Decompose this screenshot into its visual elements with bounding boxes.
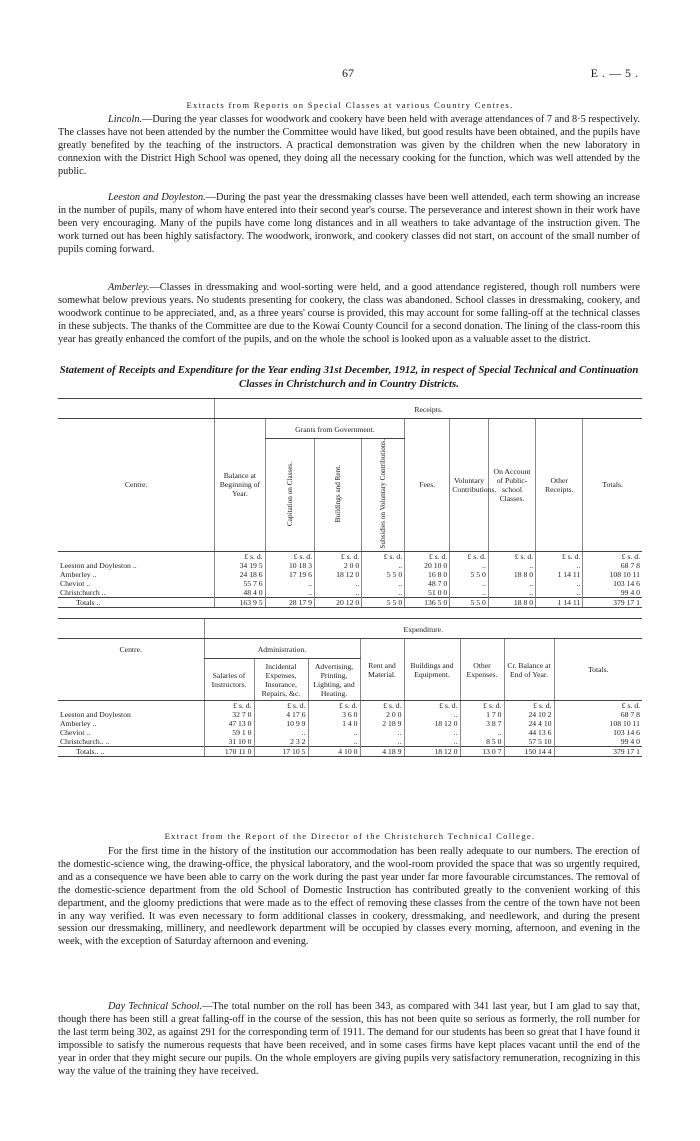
- paragraph-lead: Lincoln.: [108, 114, 143, 125]
- col-advertising: Advertising, Printing, Lighting, and Heating.: [308, 659, 360, 701]
- expenditure-top-left: [58, 619, 204, 639]
- centre-name: Leeston and Doyleston: [60, 560, 131, 570]
- col-cr-balance: Cr. Balance at End of Year.: [504, 639, 554, 701]
- leader-dots: ..: [101, 587, 106, 597]
- unit: £ s. d.: [204, 701, 254, 711]
- cell: 2 3 2: [254, 737, 308, 747]
- unit: £ s. d.: [404, 701, 460, 711]
- cell: ..: [315, 579, 362, 588]
- unit: £ s. d.: [362, 551, 405, 561]
- cell: 4 18 9: [360, 747, 404, 757]
- leader-dots: ..: [132, 560, 137, 570]
- cell: 18 12 0: [404, 747, 460, 757]
- paragraph-day-technical-school: [58, 1001, 640, 1078]
- cell: 99 4 0: [583, 588, 642, 598]
- cell: ..: [536, 561, 583, 570]
- cell: 10 18 3: [265, 561, 314, 570]
- section-heading-country-centres: Extracts from Reports on Special Classes at various Country Centres.: [186, 100, 514, 110]
- cell: ..: [536, 588, 583, 598]
- unit: £ s. d.: [536, 551, 583, 561]
- cell: ..: [360, 728, 404, 737]
- cell: 68 7 8: [583, 561, 642, 570]
- col-buildings-equipment: Buildings and Equipment.: [404, 639, 460, 701]
- cell: ..: [404, 728, 460, 737]
- col-centre: Centre.: [58, 419, 215, 552]
- cell: ..: [308, 728, 360, 737]
- leader-dots: ..: [92, 719, 97, 728]
- cell: 5 5 0: [450, 570, 489, 579]
- table-row: [58, 710, 642, 719]
- cell: 48 4 0: [215, 588, 265, 598]
- leader-dots: ..: [96, 597, 101, 607]
- col-salaries: Salaries of Instructors.: [204, 659, 254, 701]
- receipts-group-label: Receipts.: [215, 399, 642, 419]
- col-buildings-label: Buildings and Rent.: [334, 465, 343, 523]
- grants-label: Grants from Government.: [265, 419, 405, 439]
- cell: 5 5 0: [450, 597, 489, 607]
- col-other-receipts: Other Receipts.: [536, 419, 583, 552]
- leader-dots: ..: [100, 747, 105, 756]
- cell: ..: [460, 728, 504, 737]
- cell: ..: [362, 588, 405, 598]
- cell: 1 14 11: [536, 570, 583, 579]
- leader-dots: ..: [86, 578, 91, 588]
- cell: 103 14 6: [554, 728, 642, 737]
- table-row: [58, 728, 642, 737]
- cell: 48 7 0: [405, 579, 450, 588]
- cell: 24 4 10: [504, 719, 554, 728]
- cell: 5 5 0: [362, 597, 405, 607]
- unit: £ s. d.: [554, 701, 642, 711]
- paragraph-text: —During the year classes for woodwork and cookery have been held with average attendances of 7 and 8·5 respectively. The classes have not been attended by the number the Committee would have liked, but good results have been obtained, and the pupils have greatly benefited by the teaching of the instructors. A practical demonstration was given by the children when the new laboratory in connexion with the District High School was opened, they doing all the necessary cooking for the function, which was well attended by the public.: [58, 114, 640, 177]
- cell: 8 5 0: [460, 737, 504, 747]
- cell: 13 0 7: [460, 747, 504, 757]
- cell: 16 8 0: [405, 570, 450, 579]
- cell: ..: [536, 579, 583, 588]
- cell: ..: [404, 737, 460, 747]
- cell: 3 8 7: [460, 719, 504, 728]
- unit: £ s. d.: [360, 701, 404, 711]
- paragraph-amberley: [58, 282, 640, 347]
- paragraph-text: —The total number on the roll has been 343, as compared with 341 last year, but I am glad to say that, though there has been still a great falling-off in the course of the session, this has not been quite so serious as formerly, the roll number for the last term being 302, as against 291 for the corresponding term of 1911. The demand for our students has been so great that I have found it impossible to satisfy the numerous requests that have been received, and in some cases firms have kept places vacant until the end of the year in order that they might secure our pupils. On the whole employers are giving pupils very satisfactory remuneration, recognizing in this way the value of the training they have received.: [58, 1001, 640, 1077]
- cell: 2 0 0: [315, 561, 362, 570]
- col-on-account: On Account of Public-school Classes.: [488, 419, 535, 552]
- cell: 99 4 0: [554, 737, 642, 747]
- cell: ..: [265, 579, 314, 588]
- centre-name: Christchurch..: [60, 737, 104, 746]
- unit: £ s. d.: [488, 551, 535, 561]
- cell: 24 10 2: [504, 710, 554, 719]
- leader-dots: ..: [105, 737, 110, 746]
- cell: 136 5 0: [405, 597, 450, 607]
- leader-dots: ..: [92, 569, 97, 579]
- cell: 379 17 1: [583, 597, 642, 607]
- cell: 18 8 0: [488, 570, 535, 579]
- totals-row: [58, 747, 642, 757]
- cell: 47 13 0: [204, 719, 254, 728]
- units-row: [58, 551, 642, 561]
- col-fees: Fees.: [405, 419, 450, 552]
- cell: 20 12 0: [315, 597, 362, 607]
- cell: 170 11 0: [204, 747, 254, 757]
- paragraph-lincoln: [58, 114, 640, 179]
- section-heading-technical-college: Extract from the Report of the Director of the Christchurch Technical College.: [164, 831, 536, 841]
- centre-name: Totals..: [76, 747, 99, 756]
- cell: 2 0 0: [360, 710, 404, 719]
- cell: 4 17 6: [254, 710, 308, 719]
- unit: £ s. d.: [583, 551, 642, 561]
- centre-name: Amberley: [60, 719, 91, 728]
- cell: ..: [308, 737, 360, 747]
- cell: 18 12 0: [404, 719, 460, 728]
- paragraph-leeston: [58, 192, 640, 257]
- cell: 10 9 9: [254, 719, 308, 728]
- receipts-table: [58, 398, 642, 608]
- unit: £ s. d.: [405, 551, 450, 561]
- cell: 103 14 6: [583, 579, 642, 588]
- cell: 55 7 6: [215, 579, 265, 588]
- paragraph-text: —Classes in dressmaking and wool-sorting were held, and a good attendance registered, though roll numbers were somewhat below previous years. No students presenting for cookery, the class was abandoned. School classes in dressmaking, cookery, and woodwork continue to be appreciated, and, as a three years' course is provided, this may account for some falling-off at the technical classes in these subjects. The thanks of the Committee are due to the Kowai County Council for a second donation. The lining of the class-room this year has greatly enhanced the comfort of the pupils, and on the whole the school is looked upon as a valuable asset to the district.: [58, 282, 640, 345]
- page-number: 67: [342, 66, 354, 80]
- centre-name: Cheviot: [60, 728, 85, 737]
- units-row: [58, 701, 642, 711]
- paragraph-lead: Leeston and Doyleston.: [108, 192, 206, 203]
- unit: £ s. d.: [215, 551, 265, 561]
- receipts-top-left: [58, 399, 215, 419]
- leader-dots: ..: [86, 728, 91, 737]
- unit: £ s. d.: [460, 701, 504, 711]
- expenditure-group-label: Expenditure.: [204, 619, 642, 639]
- cell: 34 19 5: [215, 561, 265, 570]
- col-centre: Centre.: [58, 639, 204, 701]
- cell: ..: [488, 579, 535, 588]
- cell: ..: [488, 588, 535, 598]
- cell: ..: [362, 561, 405, 570]
- cell: 51 0 0: [405, 588, 450, 598]
- cell: 1 7 0: [460, 710, 504, 719]
- unit: £ s. d.: [265, 551, 314, 561]
- centre-name: Cheviot: [60, 578, 85, 588]
- cell: 379 17 1: [554, 747, 642, 757]
- expenditure-table: [58, 618, 642, 757]
- col-incidental: Incidental Expenses, Insurance, Repairs, &c.: [254, 659, 308, 701]
- statement-title: Statement of Receipts and Expenditure for the Year ending 31st December, 1912, in respect of Special Technical and Continuation Classes in Christchurch and in Country Districts.: [59, 364, 639, 390]
- table-row: [58, 561, 642, 570]
- cell: ..: [360, 737, 404, 747]
- paragraph-lead: Day Technical School.: [108, 1001, 203, 1012]
- administration-label: Administration.: [204, 639, 360, 659]
- cell: 5 5 0: [362, 570, 405, 579]
- cell: 1 14 11: [536, 597, 583, 607]
- col-capitation-label: Capitation on Classes.: [285, 461, 294, 526]
- cell: 17 19 6: [265, 570, 314, 579]
- cell: 18 12 0: [315, 570, 362, 579]
- unit: £ s. d.: [504, 701, 554, 711]
- table-row: [58, 588, 642, 598]
- cell: 68 7 8: [554, 710, 642, 719]
- cell: ..: [488, 561, 535, 570]
- cell: 2 18 9: [360, 719, 404, 728]
- cell: 3 6 0: [308, 710, 360, 719]
- cell: 59 1 0: [204, 728, 254, 737]
- col-totals: Totals.: [554, 639, 642, 701]
- document-reference: E.—5.: [590, 66, 642, 80]
- col-rent: Rent and Material.: [360, 639, 404, 701]
- centre-name: Totals: [76, 597, 95, 607]
- cell: ..: [450, 561, 489, 570]
- col-voluntary: Voluntary Contributions.: [450, 419, 489, 552]
- col-subsidies: [362, 439, 405, 552]
- cell: 24 18 6: [215, 570, 265, 579]
- col-capitation: [265, 439, 314, 552]
- cell: 108 10 11: [554, 719, 642, 728]
- paragraph-text: For the first time in the history of the institution our accommodation has been really adequate to our numbers. The erection of the domestic-science wing, the drawing-office, the physical laboratory, and the wool-room provided the space that was so urgently required, and as a consequence we have been able to carry on the work during the past year under far more favourable circumstances. The removal of the domestic-science department from the old School of Domestic Instruction has contributed greatly to the convenient working of this department, and the gloomy predictions that were made as to the effect of removing these classes from the centre of the town have not been in any way verified. It was even necessary to form additional classes in cookery, dressmaking, and needlework, and during the present session our dressmaking, millinery, and needlework department will be occupied by classes every morning, afternoon, and evening in the week, with the exception of Saturday afternoon and evening.: [58, 846, 640, 948]
- col-other-expenses: Other Expenses.: [460, 639, 504, 701]
- cell: 18 8 0: [488, 597, 535, 607]
- cell: 57 5 10: [504, 737, 554, 747]
- table-row: [58, 570, 642, 579]
- centre-name: Amberley: [60, 569, 91, 579]
- cell: 44 13 6: [504, 728, 554, 737]
- unit: £ s. d.: [308, 701, 360, 711]
- cell: 163 9 5: [215, 597, 265, 607]
- cell: ..: [404, 710, 460, 719]
- cell: 17 10 5: [254, 747, 308, 757]
- cell: ..: [362, 579, 405, 588]
- unit: £ s. d.: [315, 551, 362, 561]
- centre-name: Christchurch: [60, 587, 100, 597]
- cell: 20 10 0: [405, 561, 450, 570]
- paragraph-accommodation: [58, 846, 640, 949]
- table-row: [58, 719, 642, 728]
- cell: ..: [450, 579, 489, 588]
- cell: ..: [450, 588, 489, 598]
- cell: ..: [265, 588, 314, 598]
- cell: 1 4 0: [308, 719, 360, 728]
- cell: 150 14 4: [504, 747, 554, 757]
- cell: 31 10 0: [204, 737, 254, 747]
- table-row: [58, 579, 642, 588]
- cell: 32 7 0: [204, 710, 254, 719]
- cell: ..: [254, 728, 308, 737]
- cell: 28 17 9: [265, 597, 314, 607]
- unit: £ s. d.: [450, 551, 489, 561]
- col-balance: Balance at Beginning of Year.: [215, 419, 265, 552]
- paragraph-text: —During the past year the dressmaking classes have been well attended, each term showing an increase in the number of pupils, many of whom have entered into their second year's course. The perseverance and interest shown in their work have been very encouraging. Many of the pupils have come long distances and in all weathers to take advantage of the instruction given. The work turned out has been highly satisfactory. The woodwork, ironwork, and cookery classes did not start, on account of the small number of pupils coming forward.: [58, 192, 641, 255]
- col-totals: Totals.: [583, 419, 642, 552]
- cell: ..: [315, 588, 362, 598]
- unit: £ s. d.: [254, 701, 308, 711]
- table-row: [58, 737, 642, 747]
- col-subsidies-label: Subsidies on Voluntary Contributions.: [379, 439, 388, 549]
- paragraph-lead: Amberley.: [108, 282, 150, 293]
- col-buildings: [315, 439, 362, 552]
- centre-name: Leeston and Doyleston: [60, 710, 131, 719]
- cell: 4 10 0: [308, 747, 360, 757]
- totals-row: [58, 597, 642, 607]
- cell: 108 10 11: [583, 570, 642, 579]
